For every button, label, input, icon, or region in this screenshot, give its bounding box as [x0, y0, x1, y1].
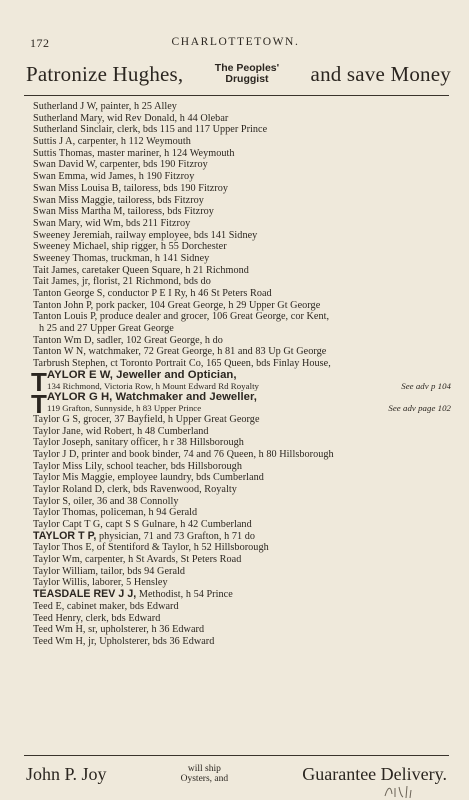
directory-entry: Tait James, caretaker Queen Square, h 21 Richmond: [33, 264, 249, 276]
directory-entry: Tait James, jr, florist, 21 Richmond, bds do: [33, 276, 211, 288]
page-header: [22, 36, 449, 50]
directory-entry: Sweeney Michael, ship rigger, h 55 Dorchester: [33, 241, 227, 253]
directory-entry: Taylor Wm, carpenter, h St Avards, St Peters Road: [33, 554, 242, 566]
directory-entry: Taylor G S, grocer, 37 Bayfield, h Upper Great George: [33, 413, 260, 425]
directory-entry: Taylor J D, printer and book binder, 74 and 76 Queen, h 80 Hillsborough: [33, 448, 334, 460]
directory-entry: Swan Miss Martha M, tailoress, bds Fitzroy: [33, 206, 214, 218]
featured-entry-address: [47, 403, 457, 414]
directory-entry: Tanton George S, conductor P E I Ry, h 46 St Peters Road: [33, 288, 272, 299]
bottom-rule: [24, 755, 449, 756]
featured-entry-name: AYLOR G H, Watchmaker and Jeweller,: [47, 390, 257, 403]
entry-bold-name: TAYLOR T P,: [33, 529, 97, 542]
directory-entry: Tanton Louis P, produce dealer and grocer, 106 Great George, cor Kent,: [33, 311, 330, 323]
directory-entry: Swan Miss Louisa B, tailoress, bds 190 Fitzroy: [33, 182, 229, 194]
entry-bold-name: TEASDALE REV J J,: [33, 588, 137, 601]
directory-entry: Swan Miss Maggie, tailoress, bds Fitzroy: [33, 194, 204, 206]
directory-entry: Teed Wm H, jr, Upholsterer, bds 36 Edward: [33, 635, 215, 647]
top-advertisement: [26, 58, 451, 90]
directory-entry: Taylor Capt T G, capt S S Gulnare, h 42 Cumberland: [33, 519, 252, 530]
see-adv-reference: See adv page 102: [388, 402, 451, 413]
ad-bottom-left-text: John P. Joy: [26, 763, 107, 784]
ad-bottom-small-line2: Oysters, and: [180, 774, 229, 784]
featured-entry-address-text: 119 Grafton, Sunnyside, h 83 Upper Prince: [47, 402, 202, 413]
ad-top-right-text: and save Money: [310, 61, 451, 86]
directory-entry: Sutherland J W, painter, h 25 Alley: [33, 101, 177, 112]
ad-bottom-right-text: Guarantee Delivery.: [302, 763, 447, 784]
directory-entry-continuation: h 25 and 27 Upper Great George: [39, 323, 174, 335]
top-rule: [24, 95, 449, 96]
directory-entry: Taylor William, tailor, bds 94 Gerald: [33, 565, 186, 577]
ad-top-small-line2: Druggist: [225, 73, 269, 85]
featured-entry-name: AYLOR E W, Jeweller and Optician,: [47, 368, 237, 381]
directory-entry-bold: [33, 531, 457, 543]
drop-cap: T: [31, 388, 47, 419]
directory-entry: Taylor Willis, laborer, 5 Hensley: [33, 577, 168, 589]
directory-entry: Tanton John P, pork packer, 104 Great George, h 29 Upper Gt George: [33, 299, 321, 311]
ad-bottom-small-line1: will ship: [187, 764, 221, 774]
directory-entry: Taylor Thomas, policeman, h 94 Gerald: [33, 507, 198, 519]
directory-entry: Teed E, cabinet maker, bds Edward: [33, 600, 179, 612]
entry-detail: physician, 71 and 73 Grafton, h 71 do: [96, 530, 255, 542]
entry-detail: Methodist, h 54 Prince: [136, 589, 233, 601]
directory-entry: Taylor Roland D, clerk, bds Ravenwood, Royalty: [33, 483, 237, 495]
drop-cap: T: [31, 366, 47, 397]
featured-entry-address-text: 134 Richmond, Victoria Row, h Mount Edward Rd Royalty: [47, 380, 260, 391]
directory-entry: Tanton W N, watchmaker, 72 Great George, h 81 and 83 Up Gt George: [33, 346, 327, 358]
directory-entry: Sutherland Sinclair, clerk, bds 115 and 117 Upper Prince: [33, 124, 268, 136]
see-adv-reference: See adv p 104: [401, 380, 451, 391]
handwritten-mark-icon: [382, 782, 422, 800]
ad-bottom-small-stack: [181, 764, 229, 784]
directory-entry: Taylor S, oiler, 36 and 38 Connolly: [33, 495, 179, 507]
directory-entry: Swan David W, carpenter, bds 190 Fitzroy: [33, 159, 208, 171]
ad-top-left-text: Patronize Hughes,: [26, 61, 184, 86]
directory-entry: Sutherland Mary, wid Rev Donald, h 44 Olebar: [33, 112, 229, 124]
directory-entry: Taylor Mis Maggie, employee laundry, bds Cumberland: [33, 472, 264, 484]
directory-entry: Suttis Thomas, master mariner, h 124 Weymouth: [33, 147, 235, 159]
directory-entry: Taylor Jane, wid Robert, h 48 Cumberland: [33, 425, 209, 437]
directory-entry: Taylor Joseph, sanitary officer, h r 38 Hillsborough: [33, 437, 244, 449]
directory-entry-bold: [33, 589, 457, 601]
directory-entry: Teed Wm H, sr, upholsterer, h 36 Edward: [33, 624, 205, 636]
directory-entry: Sweeney Jeremiah, railway employee, bds 141 Sidney: [33, 229, 258, 241]
ad-top-small-stack: [215, 63, 279, 85]
directory-entry: Taylor Thos E, of Stentiford & Taylor, h 52 Hillsborough: [33, 542, 269, 554]
running-title: CHARLOTTETOWN.: [171, 36, 300, 48]
directory-entry: Suttis J A, carpenter, h 112 Weymouth: [33, 136, 191, 148]
page-number: 172: [30, 36, 50, 50]
directory-entry: Tanton Wm D, sadler, 102 Great George, h do: [33, 334, 223, 346]
directory-entries: [33, 101, 457, 648]
directory-entry: Teed Henry, clerk, bds Edward: [33, 612, 161, 624]
directory-entry: Taylor Miss Lily, school teacher, bds Hillsborough: [33, 460, 242, 472]
directory-entry: Tarbrush Stephen, ct Toronto Portrait Co, 165 Queen, bds Finlay House,: [33, 358, 331, 370]
directory-entry: Sweeney Thomas, truckman, h 141 Sidney: [33, 252, 210, 264]
directory-entry: Swan Emma, wid James, h 190 Fitzroy: [33, 171, 195, 183]
ad-top-small-line1: The Peoples': [214, 62, 280, 74]
directory-entry: Swan Mary, wid Wm, bds 211 Fitzroy: [33, 217, 191, 229]
